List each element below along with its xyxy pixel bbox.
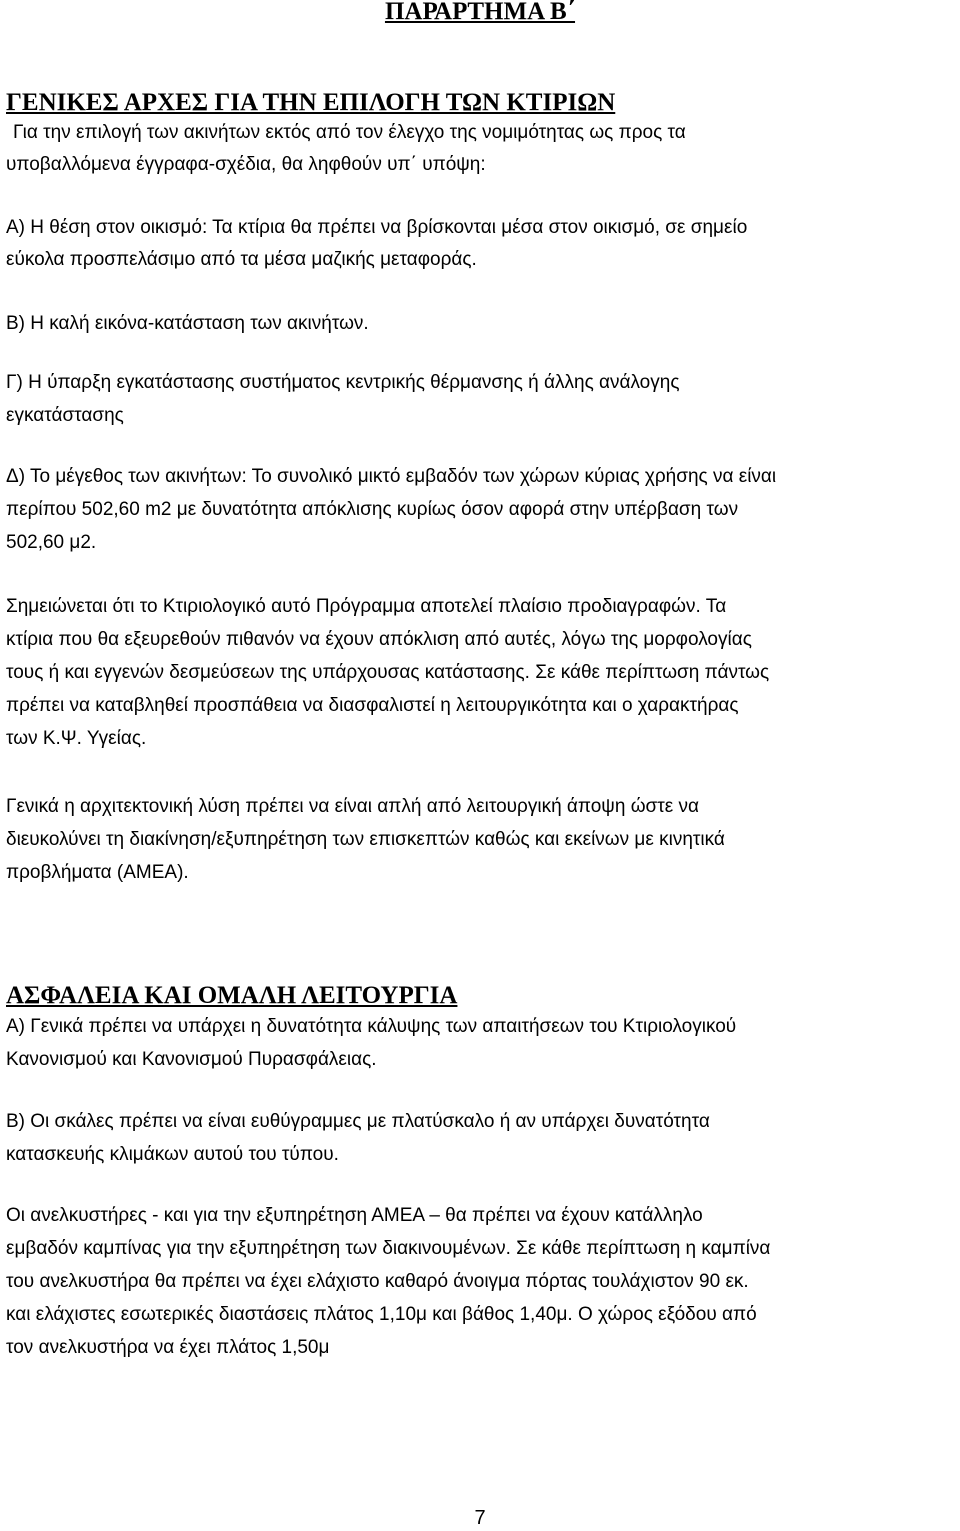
text-line: εύκολα προσπελάσιμο από τα μέσα μαζικής μεταφοράς.	[6, 249, 477, 270]
text-line: 502,60 μ2.	[6, 532, 97, 553]
text-line: και ελάχιστες εσωτερικές διαστάσεις πλάτος 1,10μ και βάθος 1,40μ. Ο χώρος εξόδου από	[6, 1304, 757, 1325]
text-line: Δ) Το μέγεθος των ακινήτων: Το συνολικό μικτό εμβαδόν των χώρων κύριας χρήσης να είναι	[6, 466, 777, 487]
safety-b-stairs	[6, 1105, 956, 1171]
text-line: υποβαλλόμενα έγγραφα-σχέδια, θα ληφθούν υπ΄ υπόψη:	[6, 154, 486, 175]
elevators-paragraph	[6, 1199, 956, 1364]
intro-paragraph	[6, 117, 956, 181]
section-heading-safety: ΑΣΦΑΛΕΙΑ ΚΑΙ ΟΜΑΛΗ ΛΕΙΤΟΥΡΓΙΑ	[6, 982, 458, 1009]
criterion-d-size	[6, 460, 956, 559]
text-line: Β) Οι σκάλες πρέπει να είναι ευθύγραμμες με πλατύσκαλο ή αν υπάρχει δυνατότητα	[6, 1111, 710, 1132]
text-line: κτίρια που θα εξευρεθούν πιθανόν να έχουν απόκλιση από αυτές, λόγω της μορφολογίας	[6, 629, 752, 650]
text-line: τους ή και εγγενών δεσμεύσεων της υπάρχουσας κατάστασης. Σε κάθε περίπτωση πάντως	[6, 662, 770, 683]
text-line: του ανελκυστήρα θα πρέπει να έχει ελάχιστο καθαρό άνοιγμα πόρτας τουλάχιστον 90 εκ.	[6, 1271, 749, 1292]
text-line: διευκολύνει τη διακίνηση/εξυπηρέτηση των επισκεπτών καθώς και εκείνων με κινητικά	[6, 829, 725, 850]
text-line: Οι ανελκυστήρες - και για την εξυπηρέτηση ΑΜΕΑ – θα πρέπει να έχουν κατάλληλο	[6, 1205, 703, 1226]
text-line: Α) Γενικά πρέπει να υπάρχει η δυνατότητα κάλυψης των απαιτήσεων του Κτιριολογικού	[6, 1016, 737, 1037]
text-line: εμβαδόν καμπίνας για την εξυπηρέτηση των διακινουμένων. Σε κάθε περίπτωση η καμπίνα	[6, 1238, 771, 1259]
text-line: των Κ.Ψ. Υγείας.	[6, 728, 147, 749]
text-line: Σημειώνεται ότι το Κτιριολογικό αυτό Πρόγραμμα αποτελεί πλαίσιο προδιαγραφών. Τα	[6, 596, 727, 617]
note-paragraph	[6, 590, 956, 755]
text-line: Γ) Η ύπαρξη εγκατάστασης συστήματος κεντρικής θέρμανσης ή άλλης ανάλογης	[6, 372, 680, 393]
text-line: κατασκευής κλιμάκων αυτού του τύπου.	[6, 1144, 339, 1165]
text-line: Κανονισμού και Κανονισμού Πυρασφάλειας.	[6, 1049, 377, 1070]
text-line: Α) Η θέση στον οικισμό: Τα κτίρια θα πρέπει να βρίσκονται μέσα στον οικισμό, σε σημείο	[6, 217, 748, 238]
text-line: Β) Η καλή εικόνα-κατάσταση των ακινήτων.	[6, 313, 369, 334]
architecture-paragraph	[6, 790, 956, 889]
text-line: εγκατάστασης	[6, 405, 124, 426]
criterion-c-heating	[6, 366, 956, 432]
page-number: 7	[474, 1507, 486, 1529]
text-line: Για την επιλογή των ακινήτων εκτός από τον έλεγχο της νομιμότητας ως προς τα	[13, 122, 686, 143]
text-line: προβλήματα (ΑΜΕΑ).	[6, 862, 189, 883]
criterion-b-condition	[6, 308, 956, 340]
text-line: τον ανελκυστήρα να έχει πλάτος 1,50μ	[6, 1337, 330, 1358]
criterion-a-location	[6, 212, 956, 276]
safety-a-regulations	[6, 1010, 956, 1076]
text-line: περίπου 502,60 m2 με δυνατότητα απόκλισης κυρίως όσον αφορά στην υπέρβαση των	[6, 499, 739, 520]
text-line: Γενικά η αρχιτεκτονική λύση πρέπει να είναι απλή από λειτουργική άποψη ώστε να	[6, 796, 699, 817]
text-line: πρέπει να καταβληθεί προσπάθεια να διασφαλιστεί η λειτουργικότητα και ο χαρακτήρας	[6, 695, 739, 716]
page-title: ΠΑΡΑΡΤΗΜΑ Β΄	[384, 0, 576, 25]
section-heading-general-principles: ΓΕΝΙΚΕΣ ΑΡΧΕΣ ΓΙΑ ΤΗΝ ΕΠΙΛΟΓΗ ΤΩΝ ΚΤΙΡΙΩΝ	[6, 89, 616, 116]
